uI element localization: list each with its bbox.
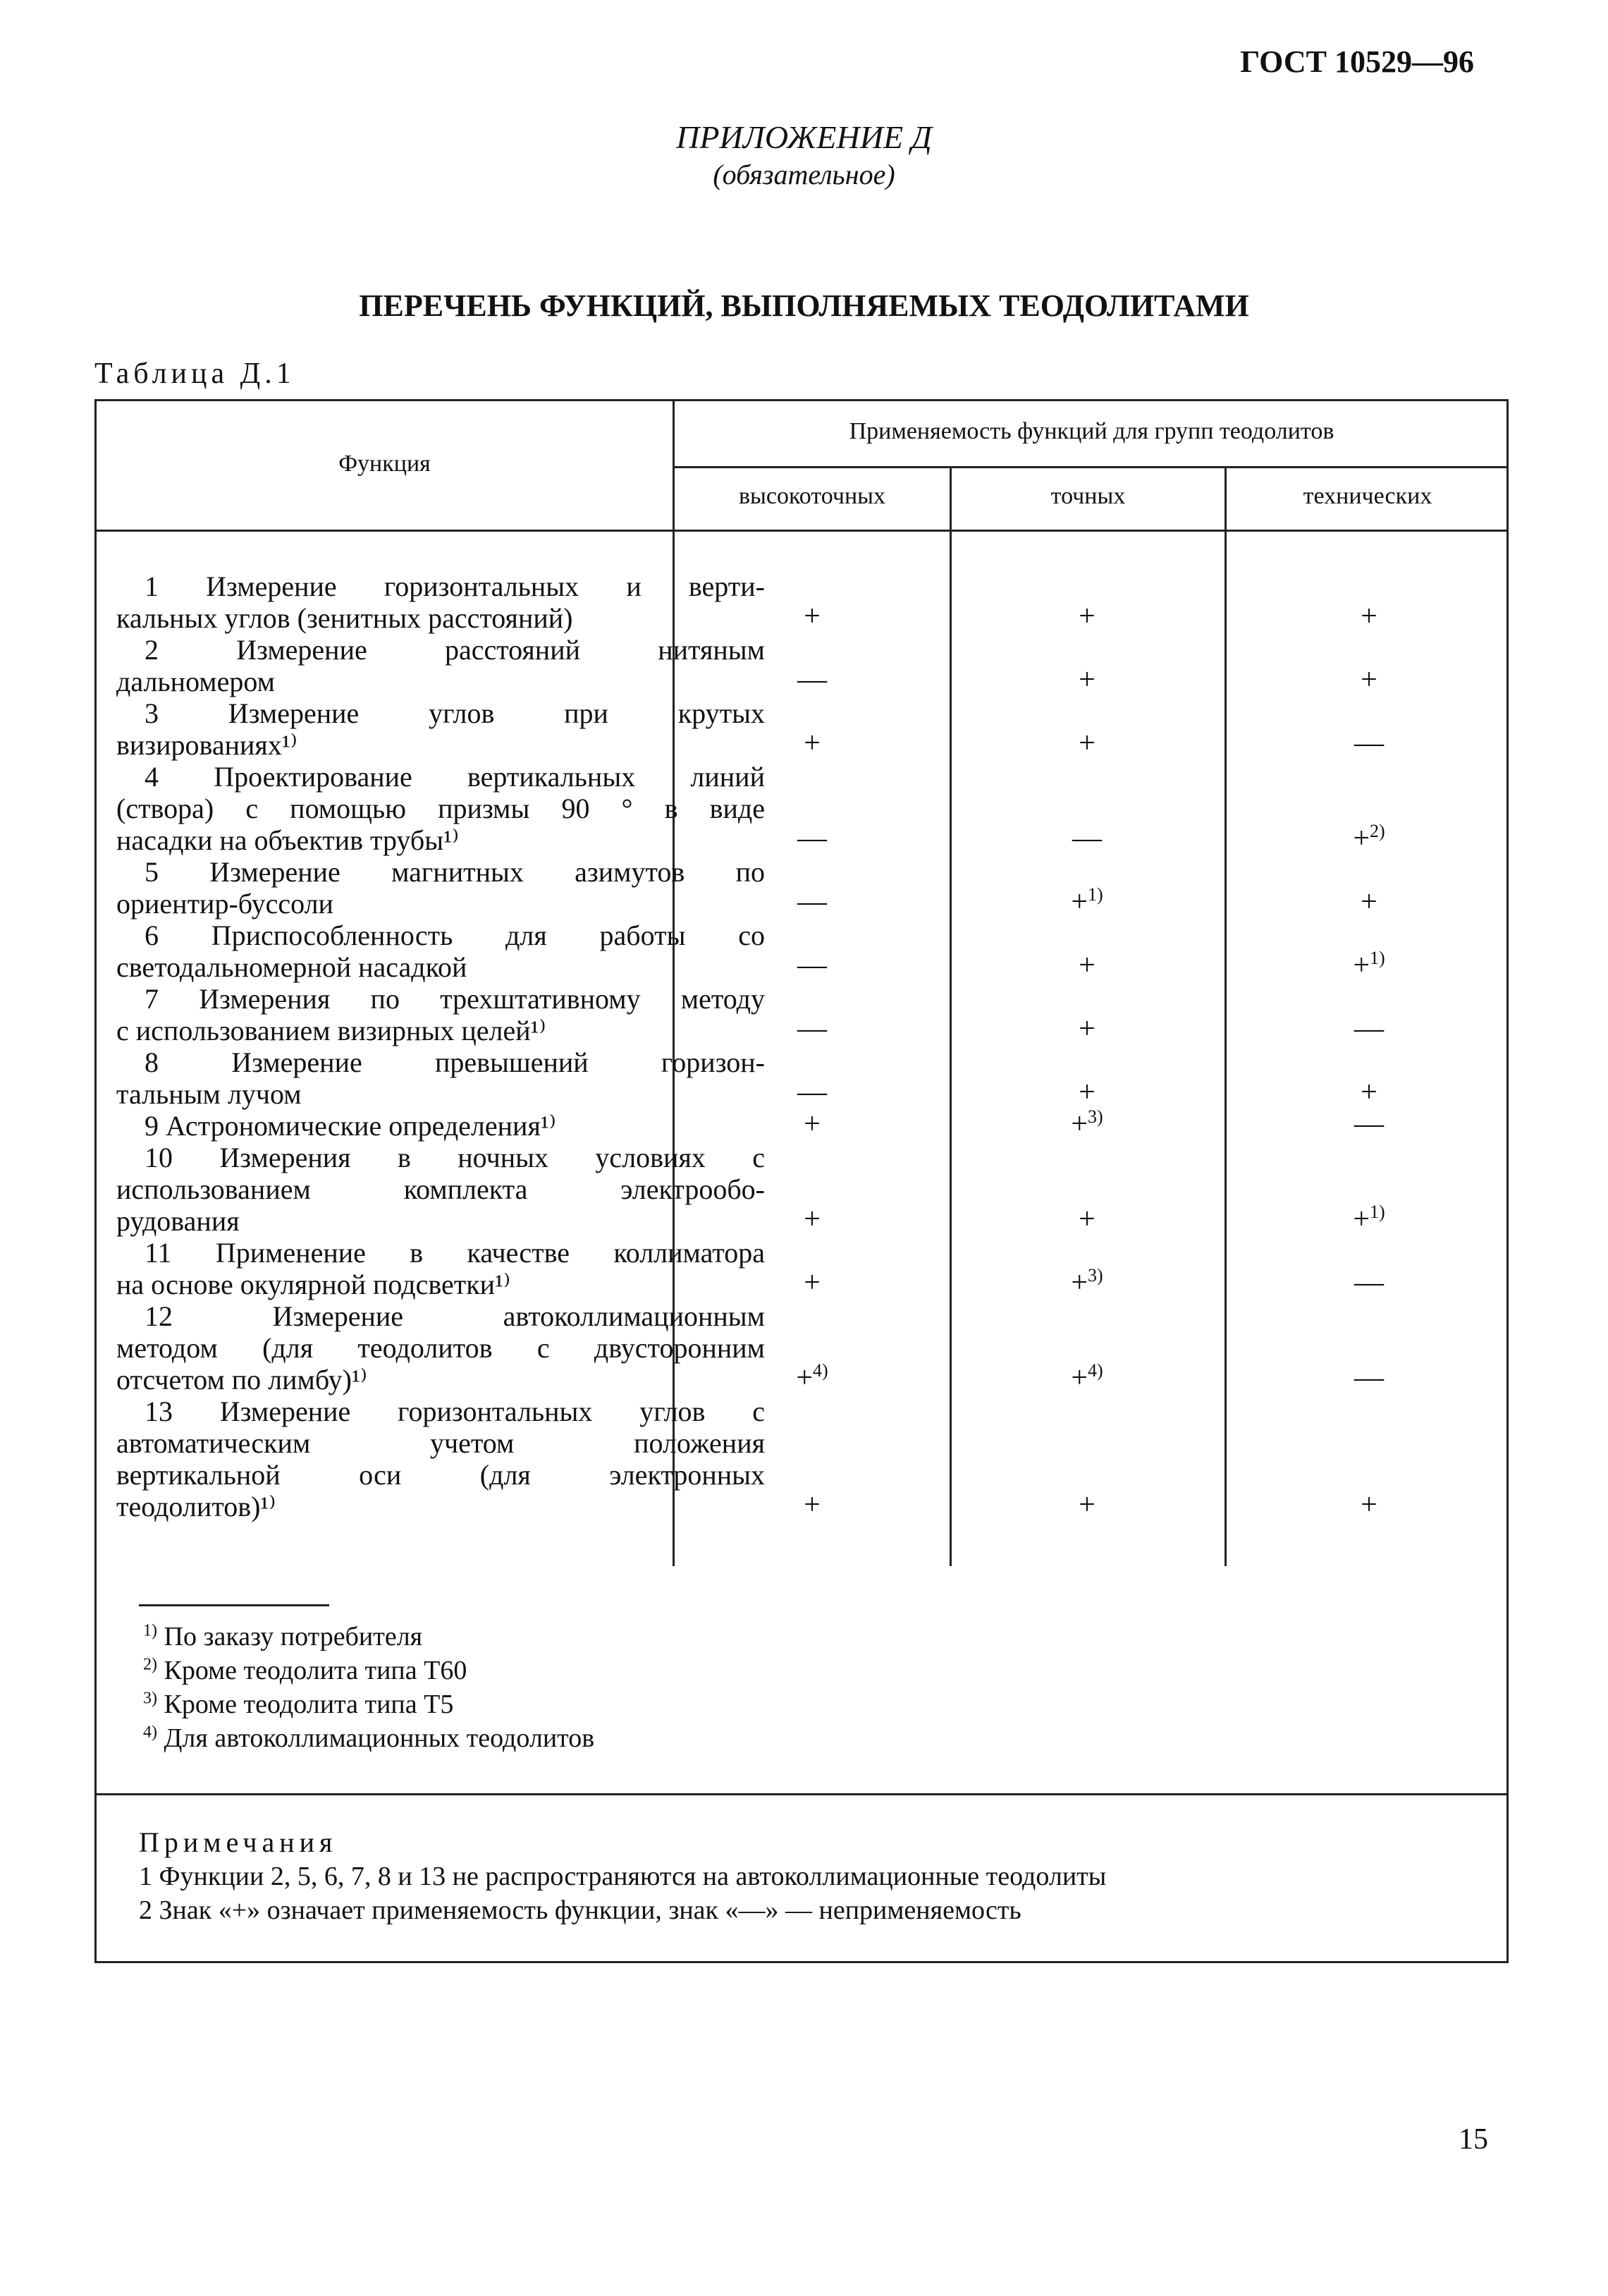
mark-symbol: — bbox=[1072, 822, 1102, 855]
footnote-text: Кроме теодолита типа Т5 bbox=[157, 1690, 454, 1719]
mark-symbol: — bbox=[797, 822, 827, 855]
mark-high bbox=[742, 1075, 883, 1109]
mark-technical bbox=[1299, 1361, 1440, 1395]
function-text bbox=[116, 1142, 765, 1237]
notes-divider bbox=[97, 1793, 1509, 1795]
header-bottom-line bbox=[97, 530, 1509, 532]
mark-symbol: + bbox=[1361, 664, 1377, 696]
mark-symbol: — bbox=[1354, 1108, 1384, 1140]
mark-symbol: — bbox=[797, 664, 827, 696]
mark-high bbox=[742, 885, 883, 919]
mark-high bbox=[742, 1488, 883, 1522]
mark-symbol: + bbox=[1079, 949, 1095, 982]
function-text bbox=[116, 1110, 765, 1142]
function-text bbox=[116, 570, 765, 634]
mark-precise bbox=[1017, 1361, 1158, 1395]
mark-symbol: + bbox=[1071, 1362, 1088, 1394]
footnote-text: По заказу потребителя bbox=[157, 1622, 423, 1651]
mark-symbol: + bbox=[796, 1362, 813, 1394]
mark-footnote-ref: 1) bbox=[1088, 884, 1103, 905]
function-text bbox=[116, 1046, 765, 1110]
footnote bbox=[143, 1621, 422, 1652]
note-item: 2 Знак «+» означает применяемость функции, знак «—» — неприменяемость bbox=[139, 1895, 1021, 1925]
notes-title: Примечания bbox=[139, 1826, 338, 1858]
document-title: ПЕРЕЧЕНЬ ФУНКЦИЙ, ВЫПОЛНЯЕМЫХ ТЕОДОЛИТАМИ bbox=[359, 288, 1249, 323]
function-text bbox=[116, 761, 765, 856]
function-line: 13 Измерение горизонтальных углов с bbox=[145, 1396, 765, 1427]
mark-precise bbox=[1017, 1107, 1158, 1141]
mark-technical bbox=[1299, 885, 1440, 919]
mark-symbol: + bbox=[1079, 600, 1095, 633]
mark-technical bbox=[1299, 1075, 1440, 1109]
footnote-text: Кроме теодолита типа Т60 bbox=[157, 1656, 467, 1685]
mark-precise bbox=[1017, 1012, 1158, 1046]
function-line: светодальномерной насадкой bbox=[116, 951, 467, 983]
function-text bbox=[116, 697, 765, 761]
function-text bbox=[116, 1396, 765, 1522]
mark-symbol: + bbox=[1071, 1108, 1088, 1140]
mark-symbol: + bbox=[1079, 1203, 1095, 1235]
mark-high bbox=[742, 1266, 883, 1300]
mark-precise bbox=[1017, 822, 1158, 855]
function-line: 3 Измерение углов при крутых bbox=[145, 697, 765, 729]
mark-high bbox=[742, 663, 883, 697]
mark-symbol: + bbox=[1353, 822, 1370, 855]
mark-technical bbox=[1299, 1488, 1440, 1522]
mark-symbol: + bbox=[1361, 1489, 1377, 1521]
function-line: рудования bbox=[116, 1205, 240, 1237]
function-line: 2 Измерение расстояний нитяным bbox=[145, 634, 765, 666]
mark-high bbox=[742, 1012, 883, 1046]
mark-symbol: + bbox=[1079, 727, 1095, 759]
mark-symbol: + bbox=[1079, 1489, 1095, 1521]
mark-precise bbox=[1017, 1202, 1158, 1236]
mark-high bbox=[742, 1107, 883, 1141]
function-line: методом (для теодолитов с двусторонним bbox=[116, 1332, 765, 1364]
footnote-mark: 4) bbox=[143, 1723, 157, 1742]
mark-symbol: — bbox=[1354, 1362, 1384, 1394]
mark-symbol: + bbox=[804, 1489, 821, 1521]
header-divider bbox=[673, 466, 1509, 468]
mark-symbol: — bbox=[1354, 727, 1384, 759]
mark-symbol: + bbox=[1079, 664, 1095, 696]
header-function: Функция bbox=[338, 451, 431, 477]
mark-symbol: + bbox=[804, 1203, 821, 1235]
mark-technical bbox=[1299, 726, 1440, 760]
mark-footnote-ref: 4) bbox=[813, 1360, 828, 1381]
mark-precise bbox=[1017, 599, 1158, 633]
mark-footnote-ref: 3) bbox=[1088, 1265, 1103, 1286]
function-line: 1 Измерение горизонтальных и верти- bbox=[145, 570, 765, 602]
mark-symbol: — bbox=[1354, 1266, 1384, 1299]
mark-footnote-ref: 2) bbox=[1370, 821, 1385, 841]
function-line: кальных углов (зенитных расстояний) bbox=[116, 602, 573, 634]
mark-footnote-ref: 3) bbox=[1088, 1106, 1103, 1127]
function-text bbox=[116, 920, 765, 983]
mark-technical bbox=[1299, 599, 1440, 633]
mark-symbol: — bbox=[1354, 1013, 1384, 1045]
function-line: насадки на объектив трубы¹⁾ bbox=[116, 824, 459, 856]
header-technical: технических bbox=[1303, 483, 1432, 509]
function-text bbox=[116, 983, 765, 1046]
mark-high bbox=[742, 948, 883, 982]
mark-symbol: — bbox=[797, 1013, 827, 1045]
function-line: 4 Проектирование вертикальных линий bbox=[145, 761, 765, 793]
function-line: использованием комплекта электрообо- bbox=[116, 1173, 765, 1205]
mark-high bbox=[742, 1202, 883, 1236]
footnote-mark: 1) bbox=[143, 1621, 157, 1640]
footnote-text: Для автоколлимационных теодолитов bbox=[157, 1723, 595, 1753]
function-line: ориентир-буссоли bbox=[116, 888, 333, 920]
footnote bbox=[143, 1689, 453, 1720]
function-line: тальным лучом bbox=[116, 1078, 302, 1110]
document-code: ГОСТ 10529—96 bbox=[1240, 44, 1474, 79]
note-item: 1 Функции 2, 5, 6, 7, 8 и 13 не распространяются на автоколлимационные теодолиты bbox=[139, 1862, 1107, 1891]
function-line: 9 Астрономические определения¹⁾ bbox=[145, 1110, 556, 1142]
mark-technical bbox=[1299, 1012, 1440, 1046]
mark-precise bbox=[1017, 1075, 1158, 1109]
mark-symbol: + bbox=[804, 1266, 821, 1299]
appendix-title: ПРИЛОЖЕНИЕ Д bbox=[676, 119, 932, 155]
mark-symbol: + bbox=[1071, 886, 1088, 918]
mark-technical bbox=[1299, 663, 1440, 697]
col-divider-2 bbox=[950, 466, 952, 1566]
mark-high bbox=[742, 822, 883, 855]
mark-symbol: — bbox=[797, 1076, 827, 1109]
mark-footnote-ref: 1) bbox=[1370, 948, 1385, 968]
mark-symbol: + bbox=[1079, 1076, 1095, 1109]
function-line: вертикальной оси (для электронных bbox=[116, 1459, 765, 1491]
function-text bbox=[116, 856, 765, 920]
page-number: 15 bbox=[1459, 2123, 1488, 2156]
mark-symbol: + bbox=[1079, 1013, 1095, 1045]
mark-precise bbox=[1017, 885, 1158, 919]
mark-technical bbox=[1299, 948, 1440, 982]
header-high-precision: высокоточных bbox=[738, 483, 885, 509]
header-precise: точных bbox=[1050, 483, 1126, 509]
footnote-mark: 3) bbox=[143, 1689, 157, 1708]
mark-footnote-ref: 4) bbox=[1088, 1360, 1103, 1381]
mark-footnote-ref: 1) bbox=[1370, 1202, 1385, 1222]
mark-precise bbox=[1017, 1266, 1158, 1300]
appendix-status: (обязательное) bbox=[713, 159, 895, 190]
function-line: 10 Измерения в ночных условиях с bbox=[145, 1142, 765, 1173]
mark-symbol: + bbox=[804, 1108, 821, 1140]
function-line: 11 Применение в качестве коллиматора bbox=[145, 1237, 765, 1269]
mark-symbol: + bbox=[1071, 1266, 1088, 1299]
function-line: автоматическим учетом положения bbox=[116, 1427, 765, 1459]
function-line: отсчетом по лимбу)¹⁾ bbox=[116, 1364, 367, 1396]
function-line: на основе окулярной подсветки¹⁾ bbox=[116, 1269, 510, 1300]
mark-precise bbox=[1017, 1488, 1158, 1522]
function-line: 12 Измерение автоколлимационным bbox=[145, 1300, 765, 1332]
mark-precise bbox=[1017, 726, 1158, 760]
mark-high bbox=[742, 1361, 883, 1395]
footnote bbox=[143, 1723, 594, 1754]
mark-technical bbox=[1299, 822, 1440, 855]
table-label: Таблица Д.1 bbox=[94, 358, 295, 390]
header-applicability: Применяемость функций для групп теодолитов bbox=[849, 418, 1334, 444]
mark-high bbox=[742, 726, 883, 760]
functions-table bbox=[94, 399, 1509, 1963]
mark-symbol: + bbox=[1353, 949, 1370, 982]
mark-symbol: + bbox=[1361, 886, 1377, 918]
mark-precise bbox=[1017, 948, 1158, 982]
footnote bbox=[143, 1655, 467, 1686]
col-divider-3 bbox=[1225, 466, 1227, 1566]
function-line: дальномером bbox=[116, 666, 275, 697]
function-line: 5 Измерение магнитных азимутов по bbox=[145, 856, 765, 888]
mark-symbol: — bbox=[797, 949, 827, 982]
mark-technical bbox=[1299, 1107, 1440, 1141]
function-line: (створа) с помощью призмы 90 ° в виде bbox=[116, 793, 765, 824]
mark-symbol: + bbox=[1361, 1076, 1377, 1109]
mark-symbol: + bbox=[804, 727, 821, 759]
function-text bbox=[116, 1237, 765, 1300]
function-line: 6 Приспособленность для работы со bbox=[145, 920, 765, 951]
mark-symbol: + bbox=[1361, 600, 1377, 633]
mark-symbol: + bbox=[1353, 1203, 1370, 1235]
mark-precise bbox=[1017, 663, 1158, 697]
mark-symbol: — bbox=[797, 886, 827, 918]
footnote-rule bbox=[139, 1604, 329, 1606]
footnote-mark: 2) bbox=[143, 1655, 157, 1674]
mark-technical bbox=[1299, 1202, 1440, 1236]
function-text bbox=[116, 634, 765, 697]
mark-high bbox=[742, 599, 883, 633]
function-line: с использованием визирных целей¹⁾ bbox=[116, 1015, 546, 1046]
function-line: теодолитов)¹⁾ bbox=[116, 1491, 276, 1522]
mark-symbol: + bbox=[804, 600, 821, 633]
function-line: визированиях¹⁾ bbox=[116, 729, 297, 761]
mark-technical bbox=[1299, 1266, 1440, 1300]
function-line: 7 Измерения по трехштативному методу bbox=[145, 983, 765, 1015]
function-line: 8 Измерение превышений горизон- bbox=[145, 1046, 765, 1078]
function-text bbox=[116, 1300, 765, 1396]
